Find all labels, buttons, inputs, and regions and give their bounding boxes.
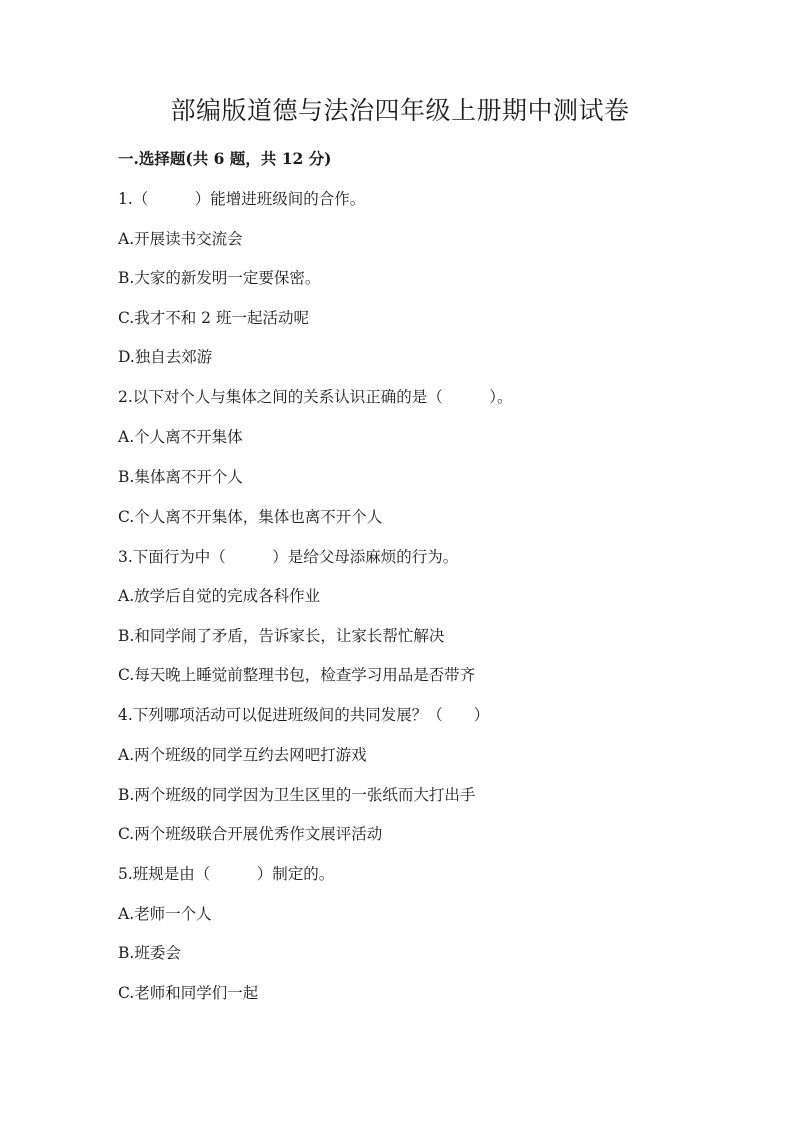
question-stem: 3.下面行为中（ ）是给父母添麻烦的行为。: [118, 548, 459, 566]
answer-option: A.个人离不开集体: [118, 428, 243, 446]
answer-option: C.两个班级联合开展优秀作文展评活动: [118, 825, 383, 843]
answer-option: D.独自去郊游: [118, 348, 213, 366]
answer-option: B.班委会: [118, 944, 181, 962]
question-stem: 1.（ ）能增进班级间的合作。: [118, 190, 366, 208]
section-heading: 一.选择题(共 6 题，共 12 分): [118, 149, 332, 168]
page-title: 部编版道德与法治四年级上册期中测试卷: [170, 96, 630, 125]
answer-option: B.和同学闹了矛盾，告诉家长，让家长帮忙解决: [118, 627, 445, 645]
answer-option: C.我才不和 2 班一起活动呢: [118, 309, 309, 327]
question-stem: 2.以下对个人与集体之间的关系认识正确的是（ ）。: [118, 388, 513, 406]
answer-option: B.集体离不开个人: [118, 468, 243, 486]
answer-option: A.老师一个人: [118, 905, 212, 923]
answer-option: A.放学后自觉的完成各科作业: [118, 587, 321, 605]
answer-option: A.开展读书交流会: [118, 230, 243, 248]
answer-option: C.老师和同学们一起: [118, 984, 259, 1002]
question-stem: 4.下列哪项活动可以促进班级间的共同发展？（ ）: [118, 706, 490, 724]
answer-option: B.大家的新发明一定要保密。: [118, 269, 321, 287]
answer-option: A.两个班级的同学互约去网吧打游戏: [118, 746, 367, 764]
question-stem: 5.班规是由（ ）制定的。: [118, 865, 335, 883]
answer-option: C.每天晚上睡觉前整理书包，检查学习用品是否带齐: [118, 666, 476, 684]
answer-option: B.两个班级的同学因为卫生区里的一张纸而大打出手: [118, 786, 476, 804]
answer-option: C.个人离不开集体，集体也离不开个人: [118, 508, 383, 526]
